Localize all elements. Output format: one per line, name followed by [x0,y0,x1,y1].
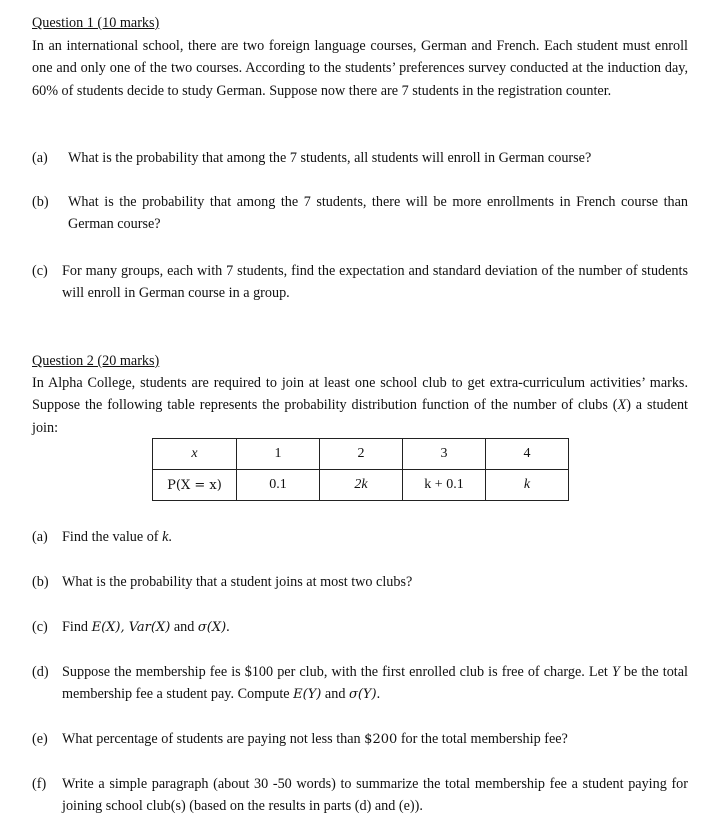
table-row-probability [153,470,569,501]
q2-part-e-text-2: for the total membership fee? [397,731,568,747]
table-cell-p-header: P(X = x) [153,470,237,501]
table-cell-x-header: x [153,439,237,470]
q2-part-c-text [62,616,688,639]
q1-part-a-text: What is the probability that among the 7 students, all students will enroll in German course? [68,150,592,166]
q2-part-d-math-1: E(Y) [293,687,322,703]
q2-part-a-var: k [162,529,169,545]
q2-part-c-text-2: and [170,619,198,635]
q2-part-a-end: . [168,529,172,545]
q2-part-b-text: What is the probability that a student joins at most two clubs? [62,574,413,590]
q1-part-c-text: For many groups, each with 7 students, find the expectation and standard deviation of the number of students will enroll in German course in a group. [62,263,688,302]
q2-intro-text-a: In Alpha College, students are required to join at least one school club to get extra-curriculum activities’ marks. Suppose the following table represents the probability distribution function of the number of clubs ( [32,375,688,414]
q2-part-c-math-1: E(X), Var(X) [91,620,171,635]
q2-part-a-text [62,526,688,548]
q2-part-f-label: (f) [32,776,47,792]
q1-intro: In an international school, there are two foreign language courses, German and French. Each student must enroll one and only one of the two courses. According to the students’ preferences survey conducted at the induction day, 60% of students decide to study German. Suppose now there are 7 students in the registration counter. [32,38,688,99]
q2-part-c-math-2: σ(X) [197,620,227,635]
q2-part-a-text-lead: Find the value of [62,529,163,545]
q2-part-d-math-2: σ(Y) [348,687,377,703]
table-cell-x4: 4 [486,439,569,470]
q2-part-e-amount: $200 [364,732,398,747]
table-cell-x3: 3 [403,439,486,470]
table-cell-x1: 1 [237,439,320,470]
q2-part-e-text-1: What percentage of students are paying not less than [62,731,365,747]
table-row-x [153,439,569,470]
q2-part-c-end: . [226,619,230,635]
q2-intro-var: X [617,397,627,414]
q2-part-d-label: (d) [32,664,49,680]
q1-part-b-label: (b) [32,194,49,210]
q2-intro-text-b: ) a student join: [32,397,688,436]
q2-intro [32,372,688,439]
table-cell-x2: 2 [320,439,403,470]
q2-part-d-text-3: and [321,686,349,703]
q2-part-c-label: (c) [32,619,48,635]
table-cell-p2: 2k [320,470,403,501]
q2-part-b-label: (b) [32,574,49,590]
q2-part-d-text-2: be the total membership fee a student pay. Compute [62,664,688,703]
q2-part-f-text: Write a simple paragraph (about 30 -50 words) to summarize the total membership fee a student paying for joining school club(s) (based on the results in parts (d) and (e)). [62,776,688,815]
q2-heading: Question 2 (20 marks) [32,353,160,369]
table-cell-p1: 0.1 [237,470,320,501]
q2-part-d-text [62,661,688,707]
q1-part-c-label: (c) [32,263,48,279]
table-cell-p3: k + 0.1 [403,470,486,501]
q2-part-e-label: (e) [32,731,48,747]
q2-part-a-label: (a) [32,529,48,545]
q2-part-d-var-y: Y [611,664,620,680]
q2-part-d-end: . [376,686,381,703]
q2-part-e-text [62,728,688,751]
probability-distribution-table [152,438,569,501]
q1-part-a-label: (a) [32,150,48,166]
q2-part-c-text-1: Find [62,619,92,635]
table-cell-p4: k [486,470,569,501]
q2-part-d-text-1: Suppose the membership fee is $100 per club, with the first enrolled club is free of charge. Let [62,664,612,680]
q1-part-b-text: What is the probability that among the 7 students, there will be more enrollments in French course than German course? [68,194,688,233]
q1-heading: Question 1 (10 marks) [32,15,160,31]
